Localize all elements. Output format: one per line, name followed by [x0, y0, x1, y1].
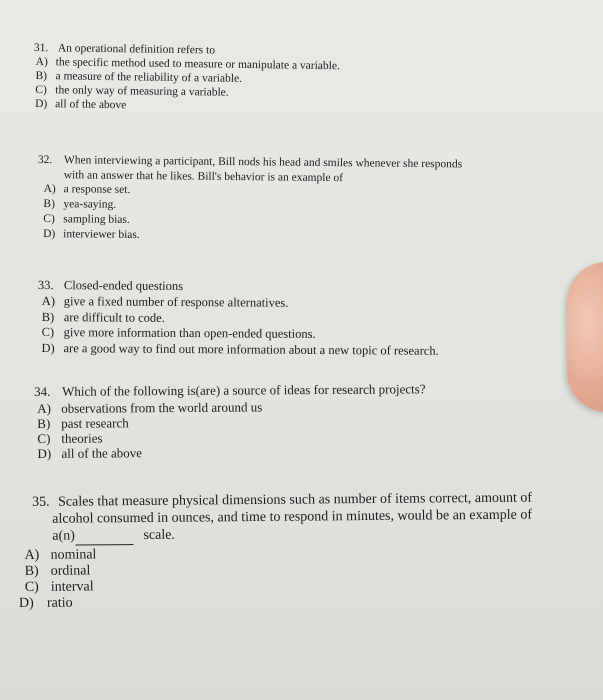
- question-33: [37, 278, 439, 359]
- stem-line: Scales that measure physical dimensions such as number of items correct, amount of: [58, 490, 533, 510]
- option-c: [37, 429, 262, 446]
- option-text: all of the above: [61, 445, 143, 461]
- finger-thumb: [567, 262, 603, 412]
- stem-line: An operational definition refers to: [57, 42, 216, 57]
- question-number: 31.: [33, 41, 49, 55]
- option-a: [24, 547, 96, 564]
- option-b: [25, 563, 97, 580]
- question-stem: [33, 381, 426, 401]
- option-text: theories: [61, 430, 103, 446]
- stem-line: Which of the following is(are) a source of ideas for research projects?: [61, 381, 426, 399]
- option-a: [44, 183, 141, 199]
- option-text: observations from the world around us: [61, 399, 263, 416]
- option-d: [19, 595, 97, 612]
- option-d: [41, 341, 438, 359]
- question-31: [33, 41, 340, 116]
- blank-prefix: a(n): [52, 528, 75, 544]
- option-letter: D): [41, 340, 55, 355]
- option-text: the specific method used to measure or manipulate a variable.: [55, 56, 340, 73]
- question-34: [33, 381, 426, 461]
- question-number: 33.: [37, 278, 54, 293]
- option-text: are difficult to code.: [63, 309, 165, 325]
- stem-line: with an answer that he likes. Bill's behavior is an example of: [63, 169, 344, 185]
- option-text: interviewer bias.: [63, 228, 140, 242]
- option-text: are a good way to find out more information about a new topic of research.: [63, 340, 439, 358]
- option-letter: B): [35, 70, 48, 83]
- option-letter: D): [35, 98, 48, 111]
- option-c: [43, 213, 140, 229]
- option-c: [25, 579, 97, 596]
- option-letter: C): [35, 84, 47, 97]
- option-letter: A): [24, 547, 40, 563]
- option-letter: C): [43, 213, 55, 226]
- option-d: [35, 98, 339, 116]
- option-text: a measure of the reliability of a variable.: [55, 70, 243, 85]
- question-stem: [24, 490, 533, 548]
- option-letter: B): [41, 309, 55, 324]
- option-text: past research: [61, 415, 129, 431]
- option-letter: D): [18, 595, 34, 612]
- option-letter: B): [37, 415, 51, 431]
- option-text: nominal: [50, 547, 97, 563]
- option-letter: C): [41, 325, 55, 340]
- option-letter: A): [37, 400, 51, 416]
- stem-line: Closed-ended questions: [63, 278, 184, 294]
- option-letter: A): [41, 294, 56, 309]
- option-letter: D): [37, 445, 52, 461]
- question-number: 35.: [32, 494, 50, 510]
- option-text: ordinal: [50, 563, 91, 579]
- option-text: give a fixed number of response alternatives.: [63, 294, 289, 310]
- option-text: a response set.: [63, 183, 131, 196]
- option-letter: C): [24, 579, 39, 595]
- option-text: all of the above: [55, 98, 127, 112]
- option-d: [43, 228, 140, 244]
- option-text: the only way of measuring a variable.: [55, 84, 229, 99]
- option-text: interval: [50, 579, 94, 595]
- question-35: [18, 490, 533, 612]
- stem-line: alcohol consumed in ounces, and time to respond in minutes, would be an example of: [52, 507, 533, 527]
- answer-blank: [75, 527, 133, 546]
- option-b: [43, 198, 140, 214]
- option-letter: D): [43, 228, 56, 241]
- option-letter: A): [43, 183, 56, 196]
- stem-line: When interviewing a participant, Bill nods his head and smiles whenever she responds: [63, 154, 463, 171]
- blank-suffix: scale.: [143, 527, 175, 543]
- option-letter: A): [35, 56, 48, 69]
- stem-line-blank: [52, 527, 175, 546]
- option-text: yea-saying.: [63, 198, 117, 211]
- question-number: 34.: [33, 383, 51, 399]
- option-letter: C): [37, 430, 51, 446]
- option-d: [37, 444, 262, 461]
- option-letter: B): [43, 198, 56, 211]
- option-text: ratio: [46, 595, 73, 611]
- option-b: [37, 414, 262, 431]
- question-32: [37, 153, 463, 244]
- option-a: [37, 399, 262, 416]
- option-text: sampling bias.: [63, 213, 130, 226]
- question-stem: [37, 153, 463, 185]
- option-letter: B): [24, 563, 39, 579]
- question-number: 32.: [37, 153, 53, 167]
- option-text: give more information than open-ended questions.: [63, 325, 316, 341]
